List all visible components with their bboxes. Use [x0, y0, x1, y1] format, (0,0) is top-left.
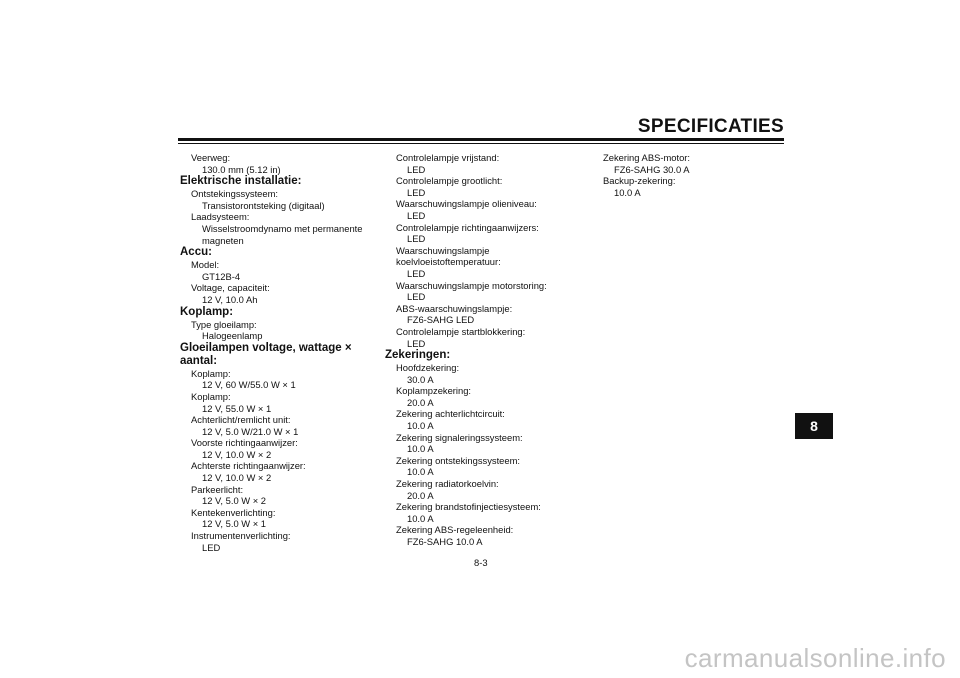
spec-label: Model: [191, 259, 220, 271]
spec-value: Wisselstroomdynamo met permanente [202, 222, 363, 234]
section-heading: Gloeilampen voltage, wattage × aantal: [180, 341, 352, 367]
spec-label: Controlelampje vrijstand: [396, 152, 500, 163]
spec-value: 30.0 A [407, 373, 434, 385]
spec-label: Controlelampje richtingaanwijzers: [396, 221, 539, 233]
spec-label: Waarschuwingslampje [396, 244, 490, 256]
spec-value: Halogeenlamp [202, 330, 263, 342]
spec-value: 12 V, 5.0 W × 2 [202, 495, 267, 507]
spec-value: 20.0 A [407, 396, 434, 408]
spec-label: Kentekenverlichting: [191, 506, 276, 518]
section-heading: Accu: [180, 246, 212, 259]
spec-value: 12 V, 10.0 W × 2 [202, 472, 272, 484]
spec-value: LED [407, 233, 426, 245]
spec-value: 12 V, 5.0 W × 1 [202, 518, 267, 530]
spec-value: LED [202, 541, 221, 553]
spec-label: ABS-waarschuwingslampje: [396, 302, 513, 314]
spec-label: Veerweg: [191, 152, 231, 163]
watermark[interactable]: carmanualsonline.info [684, 643, 946, 673]
header-rule-thin [178, 143, 784, 144]
spec-column-3 [592, 152, 772, 198]
spec-value: magneten [202, 234, 244, 246]
spec-value: LED [407, 209, 426, 221]
spec-value: FZ6-SAHG 30.0 A [614, 163, 690, 175]
spec-label: koelvloeistoftemperatuur: [396, 256, 501, 268]
spec-value: LED [407, 337, 426, 349]
spec-label: Waarschuwingslampje motorstoring: [396, 279, 547, 291]
spec-value: 130.0 mm (5.12 in) [202, 163, 281, 175]
spec-value: LED [407, 186, 426, 198]
spec-value: 10.0 A [407, 512, 434, 524]
spec-value: 10.0 A [407, 443, 434, 455]
spec-column-2 [385, 152, 580, 548]
spec-label: Zekering achterlichtcircuit: [396, 408, 505, 420]
header-rule [178, 138, 784, 141]
spec-value: LED [407, 291, 426, 303]
spec-value: 10.0 A [614, 186, 641, 198]
section-heading: Zekeringen: [385, 349, 451, 362]
section-heading: Koplamp: [180, 305, 234, 318]
spec-value: 12 V, 60 W/55.0 W × 1 [202, 379, 296, 391]
spec-label: Zekering ABS-regeleenheid: [396, 524, 514, 536]
spec-label: Voltage, capaciteit: [191, 282, 270, 294]
spec-label: Instrumentenverlichting: [191, 530, 291, 542]
spec-label: Zekering radiatorkoelvin: [396, 478, 499, 490]
spec-label: Koplamp: [191, 367, 231, 379]
spec-label: Zekering ontstekingssysteem: [396, 454, 521, 466]
spec-value: 20.0 A [407, 489, 434, 501]
spec-label: Controlelampje grootlicht: [396, 175, 503, 187]
spec-value: FZ6-SAHG 10.0 A [407, 536, 483, 547]
spec-label: Achterste richtingaanwijzer: [191, 460, 306, 472]
spec-label: Zekering signaleringssysteem: [396, 431, 523, 443]
spec-value: FZ6-SAHG LED [407, 314, 475, 326]
spec-value: LED [407, 163, 426, 175]
spec-value: 12 V, 5.0 W/21.0 W × 1 [202, 425, 299, 437]
spec-label: Type gloeilamp: [191, 318, 257, 330]
spec-value: 12 V, 10.0 W × 2 [202, 448, 272, 460]
spec-label: Koplamp: [191, 390, 231, 402]
spec-label: Parkeerlicht: [191, 483, 244, 495]
spec-label: Voorste richtingaanwijzer: [191, 437, 298, 449]
spec-label: Waarschuwingslampje olieniveau: [396, 198, 537, 210]
spec-label: Ontstekingssysteem: [191, 188, 279, 200]
spec-value: Transistorontsteking (digitaal) [202, 199, 325, 211]
spec-label: Backup-zekering: [603, 175, 676, 187]
chapter-tab: 8 [795, 413, 833, 439]
spec-label: Controlelampje startblokkering: [396, 325, 526, 337]
page-title: SPECIFICATIES [637, 116, 784, 137]
spec-value: GT12B-4 [202, 270, 241, 282]
spec-label: Laadsysteem: [191, 211, 250, 223]
page-number: 8-3 [474, 557, 488, 568]
spec-value: LED [407, 267, 426, 279]
spec-value: 10.0 A [407, 466, 434, 478]
spec-label: Achterlicht/remlicht unit: [191, 414, 291, 426]
spec-label: Hoofdzekering: [396, 362, 460, 374]
spec-column-1 [180, 152, 380, 553]
spec-label: Koplampzekering: [396, 385, 472, 397]
spec-label: Zekering brandstofinjectiesysteem: [396, 501, 541, 513]
section-heading: Elektrische installatie: [180, 175, 302, 188]
spec-value: 12 V, 10.0 Ah [202, 293, 258, 305]
spec-value: 10.0 A [407, 420, 434, 432]
spec-label: Zekering ABS-motor: [603, 152, 691, 163]
spec-value: 12 V, 55.0 W × 1 [202, 402, 272, 414]
